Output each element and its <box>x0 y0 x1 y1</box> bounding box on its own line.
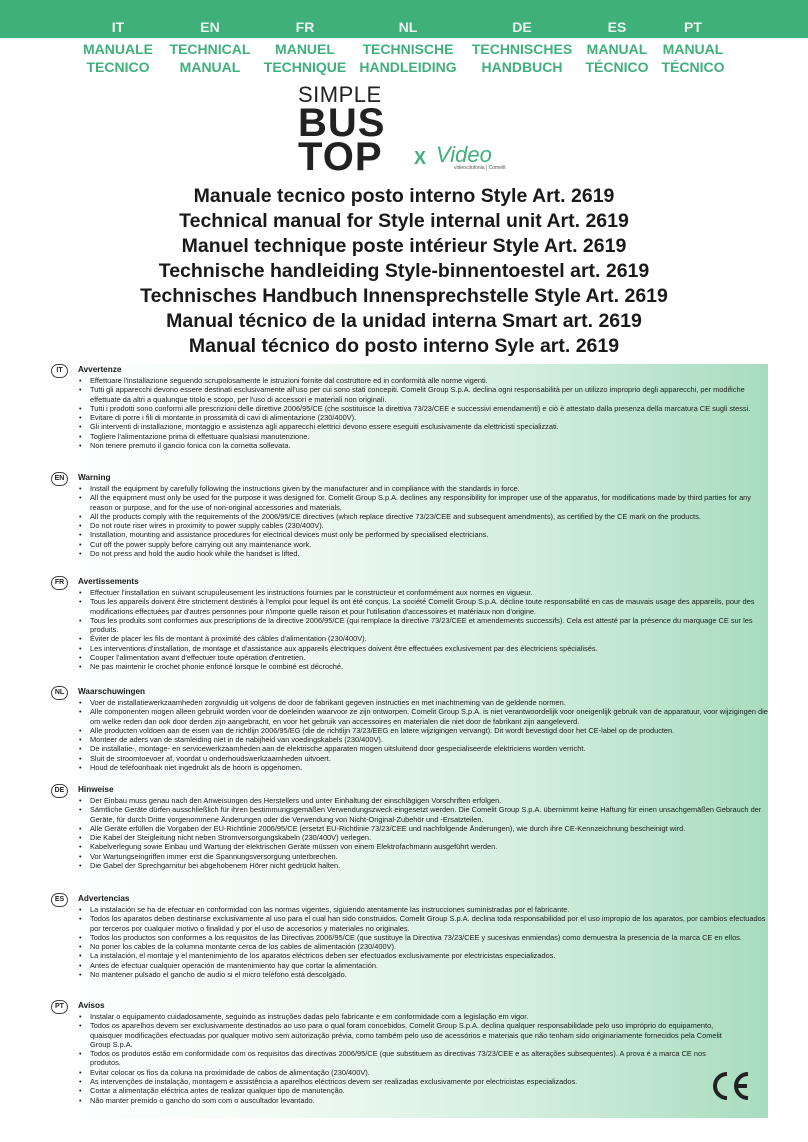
list-item: • Houd de telefoonhaak niet ingedrukt als de hoorn is opgenomen. <box>78 763 768 772</box>
list-item: • Sluit de stroomtoevoer af, voordat u onderhoudswerkzaamheden uitvoert. <box>78 754 768 763</box>
manual-title-it: MANUALE TECNICO <box>83 41 153 75</box>
list-item: • Do not press and hold the audio hook while the handset is lifted. <box>78 549 768 558</box>
section-title: Hinweise <box>78 785 114 794</box>
video-brand-logo: X Video videocitofonia | Comelit <box>414 142 506 171</box>
list-item: • Couper l'alimentation avant d'effectuer toute opération d'entretien. <box>78 653 768 662</box>
list-item: • Tous les appareils doivent être strictement destinés à l'emploi pour lequel ils ont été conçus. La société Comelit Group S.p.A. décline toute responsabilité en cas de mauvais usage des appareils, pour des modifications effectuées par d'autres personnes pour n'importe quelle raison et pour l'utilisation d'accessoires et matériaux non d'origine. <box>78 597 768 616</box>
list-item: • Do not route riser wires in proximity to power supply cables (230/400V). <box>78 521 768 530</box>
list-item: • Todos os produtos estão em conformidade com os requisitos das directivas 2006/95/CE (que substituem as directivas 73/23/CEE e as alterações subsequentes). A prova é a marca CE nos produtos. <box>78 1049 728 1068</box>
manual-title-de: TECHNISCHES HANDBUCH <box>471 41 573 75</box>
list-item: • Install the equipment by carefully following the instructions given by the manufacturer and in compliance with the standards in force. <box>78 484 768 493</box>
lang-badge: PT <box>51 1000 68 1014</box>
language-codes-row <box>0 19 808 39</box>
lang-code-en: EN <box>200 19 220 35</box>
lang-code-nl: NL <box>398 19 418 35</box>
lang-badge: FR <box>51 576 68 590</box>
list-item: • All the equipment must only be used for the purpose it was designed for. Comelit Group S.p.A. declines any responsibility for improper use of the apparatus, for modifications made by third parties for any reason or purpose, and for the use of non-original accessories and materials. <box>78 493 768 512</box>
ce-mark-icon <box>710 1070 752 1102</box>
heading-fr: Manuel technique poste intérieur Style Art. 2619 <box>181 235 627 257</box>
list-item: • Todos os aparelhos devem ser exclusivamente destinados ao uso para o qual foram concebidos. Comelit Group S.p.A. declina qualquer responsabilidade pelo uso impróprio do equipamento, quaisquer modificações efectuadas por qualquer motivo sem autorização prévia, como também pelo uso de acessórios e materiais que não tenham sido originariamente fornecidos pela Comelit Group S.p.A. <box>78 1021 728 1049</box>
list-item: • Todos los aparatos deben destinarse exclusivamente al uso para el cual han sido construidos. Comelit Group S.p.A. declina toda responsabilidad por el uso impropio de los aparatos, por cambios efectuados por terceros por cualquier motivo o finalidad y por el uso de accesorios y materiales no originales. <box>78 914 768 933</box>
list-item: • Tous les produits sont conformes aux prescriptions de la directive 2006/95/CE (qui remplace la directive 73/23/CEE et amendements successifs). Cela est attesté par la présence du marquage CE sur les produits. <box>78 616 768 635</box>
lang-code-fr: FR <box>295 19 315 35</box>
heading-nl: Technische handleiding Style-binnentoestel art. 2619 <box>158 260 650 282</box>
list-item: • Evitare di porre i fili di montante in prossimità di cavi di alimentazione (230/400V). <box>78 413 768 422</box>
list-item: • La instalación, el montaje y el mantenimiento de los aparatos eléctricos deben ser efectuados exclusivamente por electricistas especializados. <box>78 951 768 960</box>
list-item: • Evitar colocar os fios da coluna na proximidade de cabos de alimentação (230/400V). <box>78 1068 728 1077</box>
manual-title-nl: TECHNISCHE HANDLEIDING <box>359 41 457 75</box>
list-item: • Ne pas maintenir le crochet phonie enfoncé lorsque le combiné est décroché. <box>78 662 768 671</box>
list-item: • Les interventions d'installation, de montage et d'assistance aux appareils électriques doivent être effectuées exclusivement par des électriciens spécialisés. <box>78 644 768 653</box>
lang-badge: IT <box>51 364 68 378</box>
lang-code-pt: PT <box>684 19 702 35</box>
warnings-panel <box>40 364 768 1118</box>
manual-title-es: MANUAL TÉCNICO <box>585 41 649 75</box>
list-item: • Die Gabel der Sprechgarnitur bei abgehobenem Hörer nicht gedrückt halten. <box>78 861 768 870</box>
list-item: • Der Einbau muss genau nach den Anweisungen des Herstellers und unter Einhaltung der einschlägigen Vorschriften erfolgen. <box>78 796 768 805</box>
lang-badge: DE <box>51 784 68 798</box>
lang-code-es: ES <box>607 19 627 35</box>
list-item: • Cut off the power supply before carrying out any maintenance work. <box>78 540 768 549</box>
manual-title-en: TECHNICAL MANUAL <box>169 41 251 75</box>
list-item: • As intervenções de instalação, montagem e assistência a aparelhos eléctricos devem ser realizadas exclusivamente por electricistas especializados. <box>78 1077 728 1086</box>
section-title: Warning <box>78 473 111 482</box>
list-item: • Die Kabel der Steigleitung nicht neben Stromversorgungskabeln (230/400V) verlegen. <box>78 833 768 842</box>
list-item: • Non tenere premuto il gancio fonica con la cornetta sollevata. <box>78 441 768 450</box>
section-title: Advertencias <box>78 894 130 903</box>
list-item: • Voer de installatiewerkzaamheden zorgvuldig uit volgens de door de fabrikant gegeven instructies en met inachtneming van de geldende normen. <box>78 698 768 707</box>
list-item: • Kabelverlegung sowie Einbau und Wartung der elektrischen Geräte müssen von einem Elektrofachmann ausgeführt werden. <box>78 842 768 851</box>
lang-badge: ES <box>51 893 68 907</box>
list-item: • De installatie-, montage- en servicewerkzaamheden aan de elektrische apparaten mogen uitsluitend door gespecialiseerde elektriciens worden verricht. <box>78 744 768 753</box>
section-title: Avisos <box>78 1001 105 1010</box>
list-item: • No poner los cables de la columna montante cerca de los cables de alimentación (230/400V). <box>78 942 768 951</box>
heading-es: Manual técnico de la unidad interna Smart art. 2619 <box>166 310 642 332</box>
list-item: • Tutti gli apparecchi devono essere destinati esclusivamente all'uso per cui sono stati concepiti. Comelit Group S.p.A. declina ogni responsabilità per un utilizzo improprio degli apparecchi, per modifiche effettuate da altri a qualunque titolo e scopo, per l'uso di accessori e materiali non originali. <box>78 385 768 404</box>
list-item: • Instalar o equipamento cuidadosamente, seguindo as instruções dadas pelo fabricante e em conformidade com a legislação em vigor. <box>78 1012 728 1021</box>
document-headings <box>0 184 808 359</box>
list-item: • Alle Geräte erfüllen die Vorgaben der EU-Richtlinie 2006/95/CE (ersetzt EU-Richtlinie 73/23/CEE und nachfolgende Änderungen), wie durch ihre CE-Kennzeichnung bescheinigt wird. <box>78 824 768 833</box>
section-title: Avvertenze <box>78 365 122 374</box>
list-item: • Tutti i prodotti sono conformi alle prescrizioni delle direttive 2006/95/CE (che sostituisce la direttiva 73/23/CEE e successivi emendamenti) e ciò è attestato dalla presenza della marcatura CE sugli stessi. <box>78 404 768 413</box>
lang-badge: NL <box>51 686 68 700</box>
section-title: Waarschuwingen <box>78 687 146 696</box>
list-item: • La instalación se ha de efectuar en conformidad con las normas vigentes, siguiendo atentamente las instrucciones suministradas por el fabricante. <box>78 905 768 914</box>
manual-title-fr: MANUEL TECHNIQUE <box>263 41 347 75</box>
list-item: • Alle componenten mogen alleen gebruikt worden voor de doeleinden waarvoor ze zijn ontworpen. Comelit Group S.p.A. is niet verantwoordelijk voor oneigenlijk gebruik van de apparatuur, voor wijzigingen die om welke reden dan ook door derden zijn aangebracht, en voor het gebruik van accessoires en materialen die niet door de fabrikant zijn aangeleverd. <box>78 707 768 726</box>
list-item: • Installation, mounting and assistance procedures for electrical devices must only be performed by specialised electricians. <box>78 530 768 539</box>
list-item: • No mantener pulsado el gancho de audio si el micro teléfono está descolgado. <box>78 970 768 979</box>
list-item: • Não manter premido o gancho do som com o auscultador levantado. <box>78 1096 728 1105</box>
brand-mark: X <box>414 148 427 168</box>
lang-badge: EN <box>51 472 68 486</box>
heading-en: Technical manual for Style internal unit Art. 2619 <box>179 210 629 232</box>
heading-de: Technisches Handbuch Innensprechstelle Style Art. 2619 <box>140 285 668 307</box>
list-item: • Antes de efectuar cualquier operación de mantenimiento hay que cortar la alimentación. <box>78 961 768 970</box>
heading-pt: Manual técnico do posto interno Syle art. 2619 <box>188 335 620 357</box>
heading-it: Manuale tecnico posto interno Style Art. 2619 <box>193 185 615 207</box>
list-item: • Alle producten voldoen aan de eisen van de richtlijn 2006/95/EG (die de richtlijn 73/23/EEG en latere wijzigingen vervangt). Dit wordt bevestigd door het CE-label op de producten. <box>78 726 768 735</box>
lang-code-de: DE <box>512 19 532 35</box>
list-item: • Sämtliche Geräte dürfen ausschließlich für ihren bestimmungsgemäßen Verwendungszweck eingesetzt werden. Die Comelit Group S.p.A. übernimmt keine Haftung für einen unsachgemäßen Gebrauch der Geräte, für durch Dritte vorgenommene Änderungen oder die Verwendung von Nicht-Original-Zubehör und -Ersatzteilen. <box>78 805 768 824</box>
lang-code-it: IT <box>111 19 125 35</box>
list-item: • Monteer de aders van de stamleiding niet in de nabijheid van voedingskabels (230/400V). <box>78 735 768 744</box>
list-item: • Gli interventi di installazione, montaggio e assistenza agli apparecchi elettrici devono essere eseguiti esclusivamente da elettricisti specializzati. <box>78 422 768 431</box>
list-item: • Éviter de placer les fils de montant à proximité des câbles d'alimentation (230/400V). <box>78 634 768 643</box>
list-item: • Togliere l'alimentazione prima di effettuare qualsiasi manutenzione. <box>78 432 768 441</box>
simplebus-top-logo: SIMPLE BUS TOP <box>298 82 386 179</box>
list-item: • Cortar a alimentação eléctrica antes de realizar qualquer tipo de manutenção. <box>78 1086 728 1095</box>
list-item: • Effectuer l'installation en suivant scrupuleusement les instructions fournies par le constructeur et conformément aux normes en vigueur. <box>78 588 768 597</box>
list-item: • All the products comply with the requirements of the 2006/95/CE directives (which replace directive 73/23/CEE and subsequent amendments), as certified by the CE mark on the products. <box>78 512 768 521</box>
section-title: Avertissements <box>78 577 139 586</box>
list-item: • Effettuare l'installazione seguendo scrupolosamente le istruzioni fornite dal costruttore ed in conformità alle norme vigenti. <box>78 376 768 385</box>
manual-title-pt: MANUAL TÉCNICO <box>661 41 725 75</box>
list-item: • Todos los productos son conformes a los requisitos de las Directivas 2006/95/CE (que sustituye la Directiva 73/23/CEE y sucesivas enmiendas) como demuestra la presencia de la marca CE en ellos. <box>78 933 768 942</box>
list-item: • Vor Wartungseingriffen immer erst die Spannungsversorgung unterbrechen. <box>78 852 768 861</box>
